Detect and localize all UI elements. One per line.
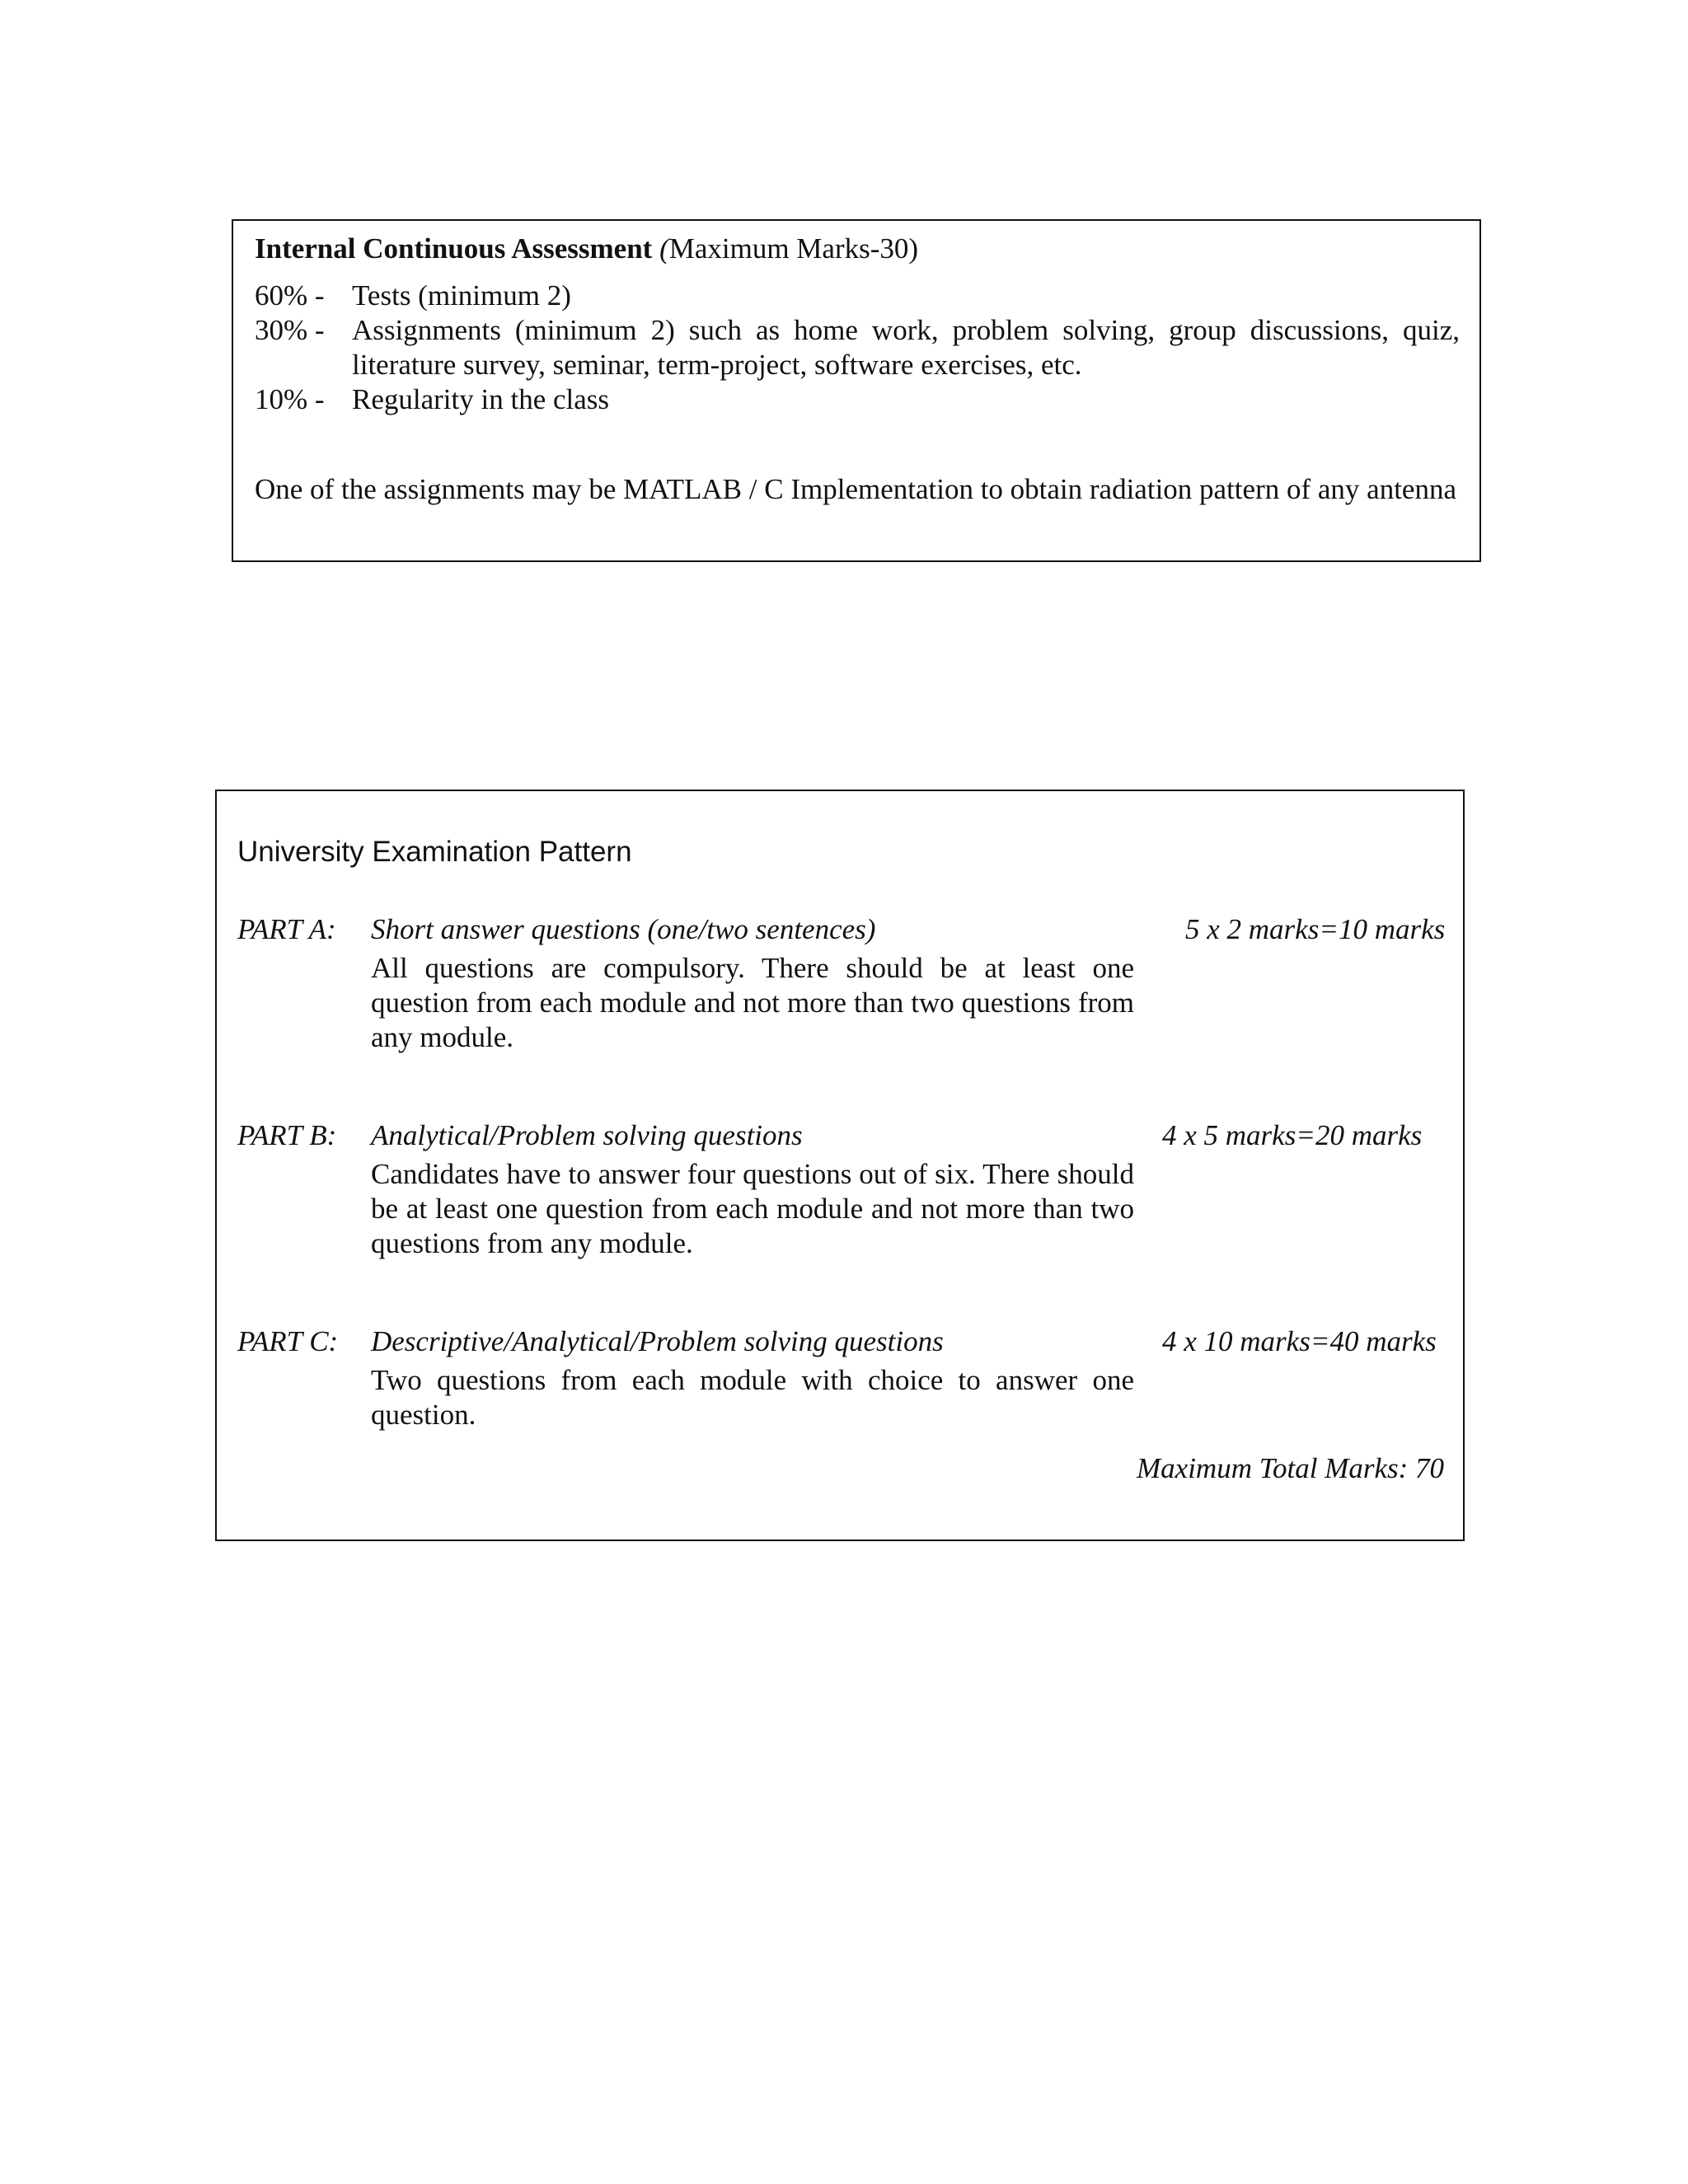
exam-part-label: PART B: [237,1119,337,1151]
exam-part-title: Short answer questions (one/two sentences) [371,913,876,945]
exam-part-marks: 4 x 5 marks=20 marks [1162,1119,1423,1151]
internal-assessment-title-bold: Internal Continuous Assessment [255,232,653,265]
assessment-item-percent: 60% - [255,279,325,312]
assessment-item-tests [255,279,1460,313]
assessment-note: One of the assignments may be MATLAB / C Implementation to obtain radiation pattern of any antenna [255,473,1456,505]
exam-part-marks: 4 x 10 marks=40 marks [1162,1325,1437,1357]
assessment-item-text: Regularity in the class [352,383,610,415]
exam-part-marks: 5 x 2 marks=10 marks [1185,913,1446,945]
exam-pattern-heading: University Examination Pattern [237,836,632,868]
assessment-item-assignments [255,313,1460,382]
internal-assessment-max-marks: Maximum Marks-30) [668,232,919,265]
internal-assessment-title-paren: ( [659,232,669,265]
assessment-item-regularity [255,382,1460,417]
exam-part-description: Two questions from each module with choice to answer one question. [371,1364,1134,1431]
internal-assessment-box [232,219,1481,562]
assessment-item-text: Assignments (minimum 2) such as home work, problem solving, group discussions, quiz, literature survey, seminar, term-project, software exercises, etc. [352,314,1460,381]
exam-part-label: PART A: [237,913,336,945]
exam-pattern-box [215,790,1465,1541]
exam-part-title: Descriptive/Analytical/Problem solving questions [371,1325,944,1357]
exam-part-title: Analytical/Problem solving questions [371,1119,803,1151]
exam-total-marks: Maximum Total Marks: 70 [1137,1452,1445,1484]
exam-part-description: Candidates have to answer four questions out of six. There should be at least one question from each module and not more than two questions from any module. [371,1158,1134,1259]
internal-assessment-title [255,231,918,267]
assessment-item-percent: 10% - [255,383,325,415]
assessment-item-text: Tests (minimum 2) [352,279,571,312]
exam-part-label: PART C: [237,1325,339,1357]
exam-part-description: All questions are compulsory. There should be at least one question from each module and not more than two questions from any module. [371,952,1134,1053]
assessment-item-percent: 30% - [255,314,325,346]
